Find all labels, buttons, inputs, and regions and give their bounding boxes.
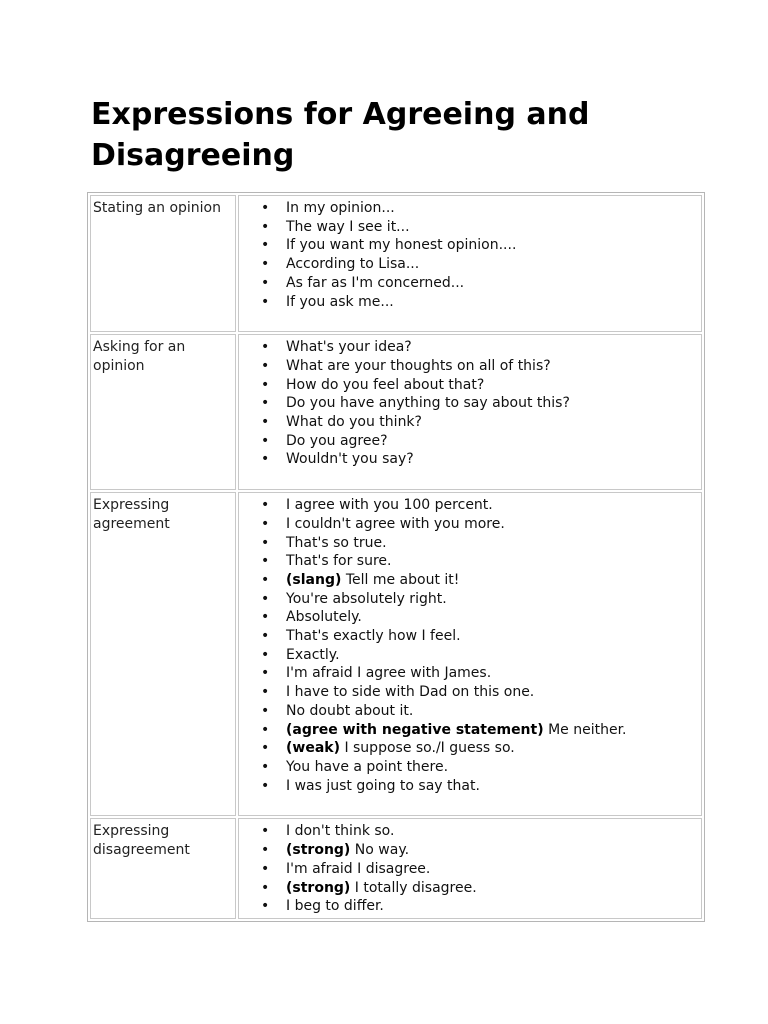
list-item [241, 702, 699, 721]
expression-text: I'm afraid I disagree. [286, 860, 431, 877]
expression-text: If you ask me... [286, 293, 394, 310]
expression-text: As far as I'm concerned... [286, 274, 465, 291]
expression-text: What do you think? [286, 414, 422, 431]
table-row [90, 195, 702, 332]
list-item [241, 496, 699, 515]
expression-text: Absolutely. [286, 609, 362, 626]
list-item [241, 218, 699, 237]
expression-text: Me neither. [548, 721, 627, 738]
expression-text: Tell me about it! [345, 571, 460, 588]
list-item [241, 822, 699, 841]
expression-text: Do you have anything to say about this? [286, 395, 570, 412]
list-item [241, 236, 699, 255]
category-cell: Expressing agreement [90, 492, 236, 816]
list-item [241, 515, 699, 534]
expression-text: Wouldn't you say? [286, 451, 414, 468]
expression-text: I suppose so./I guess so. [344, 740, 515, 757]
expressions-cell [238, 334, 702, 490]
list-item [241, 608, 699, 627]
table-row [90, 492, 702, 816]
list-item [241, 664, 699, 683]
list-item [241, 274, 699, 293]
list-item [241, 432, 699, 451]
expression-text: I was just going to say that. [286, 777, 480, 794]
expression-text: I couldn't agree with you more. [286, 515, 505, 532]
expression-text: Do you agree? [286, 432, 388, 449]
expression-text: No way. [354, 842, 410, 859]
category-cell: Stating an opinion [90, 195, 236, 332]
list-item [241, 841, 699, 860]
list-item [241, 413, 699, 432]
list-item [241, 394, 699, 413]
expression-list [241, 496, 699, 795]
expression-text: I agree with you 100 percent. [286, 497, 493, 514]
expressions-cell [238, 492, 702, 816]
expression-text: I beg to differ. [286, 898, 384, 915]
expressions-cell [238, 818, 702, 919]
category-cell: Expressing disagreement [90, 818, 236, 919]
table-body [90, 195, 702, 919]
expression-qualifier: (slang) [286, 571, 342, 588]
expression-qualifier: (strong) [286, 842, 351, 859]
expression-text: I totally disagree. [354, 879, 477, 896]
list-item [241, 590, 699, 609]
list-item [241, 357, 699, 376]
expression-text: That's for sure. [286, 553, 392, 570]
list-item [241, 450, 699, 469]
list-item [241, 646, 699, 665]
expressions-cell [238, 195, 702, 332]
expression-text: No doubt about it. [286, 702, 414, 719]
expression-qualifier: (weak) [286, 740, 340, 757]
expression-text: How do you feel about that? [286, 376, 485, 393]
table-row [90, 334, 702, 490]
expression-text: I'm afraid I agree with James. [286, 665, 492, 682]
list-item [241, 627, 699, 646]
expression-text: I have to side with Dad on this one. [286, 684, 535, 701]
list-item [241, 376, 699, 395]
list-item [241, 721, 699, 740]
expression-text: If you want my honest opinion.... [286, 237, 517, 254]
list-item [241, 860, 699, 879]
expression-list [241, 199, 699, 311]
list-item [241, 683, 699, 702]
page-title: Expressions for Agreeing and Disagreeing [91, 97, 590, 173]
expression-text: Exactly. [286, 646, 340, 663]
expression-text: That's exactly how I feel. [286, 628, 461, 645]
expression-text: You have a point there. [286, 758, 449, 775]
expression-text: The way I see it... [286, 218, 410, 235]
list-item [241, 338, 699, 357]
expressions-table [87, 192, 705, 922]
expression-text: I don't think so. [286, 823, 395, 840]
expression-text: According to Lisa... [286, 256, 420, 273]
list-item [241, 879, 699, 898]
list-item [241, 293, 699, 312]
list-item [241, 777, 699, 796]
table-row [90, 818, 702, 919]
expression-text: In my opinion... [286, 200, 395, 216]
expression-text: That's so true. [286, 534, 387, 551]
expression-list [241, 338, 699, 469]
list-item [241, 758, 699, 777]
expression-text: What are your thoughts on all of this? [286, 357, 551, 374]
list-item [241, 199, 699, 218]
list-item [241, 255, 699, 274]
category-cell: Asking for an opinion [90, 334, 236, 490]
expression-text: What's your idea? [286, 339, 412, 356]
list-item [241, 739, 699, 758]
list-item [241, 897, 699, 916]
expression-text: You're absolutely right. [286, 590, 447, 607]
expression-qualifier: (agree with negative statement) [286, 721, 544, 738]
list-item [241, 552, 699, 571]
list-item [241, 534, 699, 553]
expression-list [241, 822, 699, 916]
list-item [241, 571, 699, 590]
expression-qualifier: (strong) [286, 879, 351, 896]
